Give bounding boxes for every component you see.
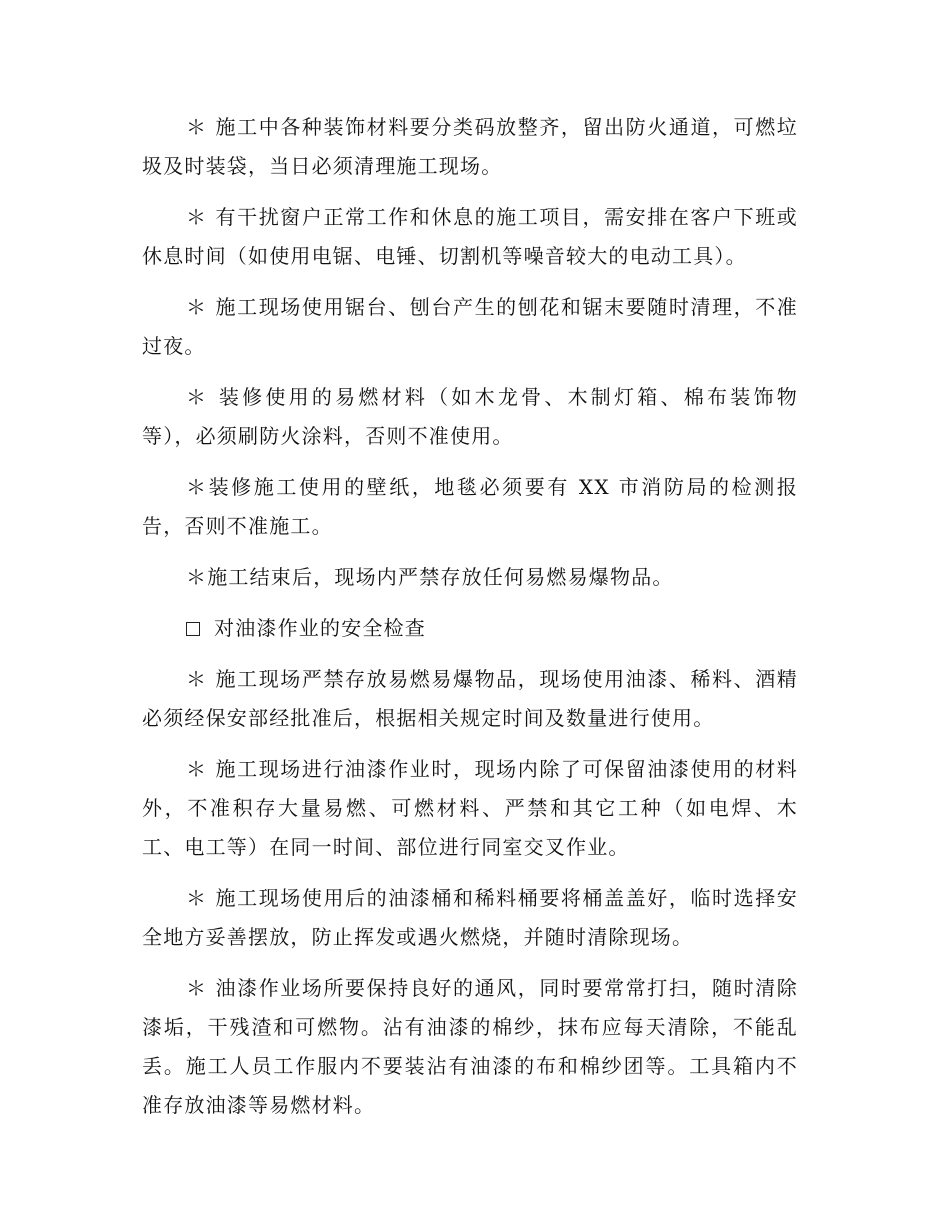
paragraph-sawdust-cleanup: ＊ 施工现场使用锯台、刨台产生的刨花和锯末要随时清理，不准过夜。 [142, 295, 798, 358]
paragraph-ventilation: ＊ 油漆作业场所要保持良好的通风，同时要常常打扫，随时清除漆垢，干残渣和可燃物。沾有油漆的棉纱，抹布应每天清除，不能乱丢。施工人员工作服内不要装沾有油漆的布和棉纱团等。工具箱内不准存放油漆等易燃材料。 [142, 976, 798, 1117]
paragraph-wallpaper-report: ＊装修施工使用的壁纸，地毯必须要有 XX 市消防局的检测报告，否则不准施工。 [142, 475, 798, 538]
paragraph-fireproof-coating: ＊ 装修使用的易燃材料（如木龙骨、木制灯箱、棉布装饰物等），必须刷防火涂料，否则不准使用。 [142, 385, 798, 448]
section-heading [142, 609, 798, 648]
paragraph-noise-schedule: ＊ 有干扰窗户正常工作和休息的施工项目，需安排在客户下班或休息时间（如使用电锯、电锤、切割机等噪音较大的电动工具）。 [142, 205, 798, 268]
paragraph-paint-storage: ＊ 施工现场严禁存放易燃易爆物品，现场使用油漆、稀料、酒精必须经保安部经批准后，根据相关规定时间及数量进行使用。 [142, 667, 798, 730]
paragraph-paint-bucket: ＊ 施工现场使用后的油漆桶和稀料桶要将桶盖盖好，临时选择安全地方妥善摆放，防止挥发或遇火燃烧，并随时清除现场。 [142, 886, 798, 949]
checkbox-icon [186, 622, 200, 636]
paragraph-paint-operation: ＊ 施工现场进行油漆作业时，现场内除了可保留油漆使用的材料外，不准积存大量易燃、可燃材料、严禁和其它工种（如电焊、木工、电工等）在同一时间、部位进行同室交叉作业。 [142, 757, 798, 859]
document-page [142, 108, 798, 1125]
paragraph-end-of-work: ＊施工结束后，现场内严禁存放任何易燃易爆物品。 [186, 565, 674, 589]
paragraph-sorting-materials: ＊ 施工中各种装饰材料要分类码放整齐，留出防火通道，可燃垃圾及时装袋，当日必须清理施工现场。 [142, 115, 798, 178]
section-heading-text: 对油漆作业的安全检查 [214, 616, 426, 640]
